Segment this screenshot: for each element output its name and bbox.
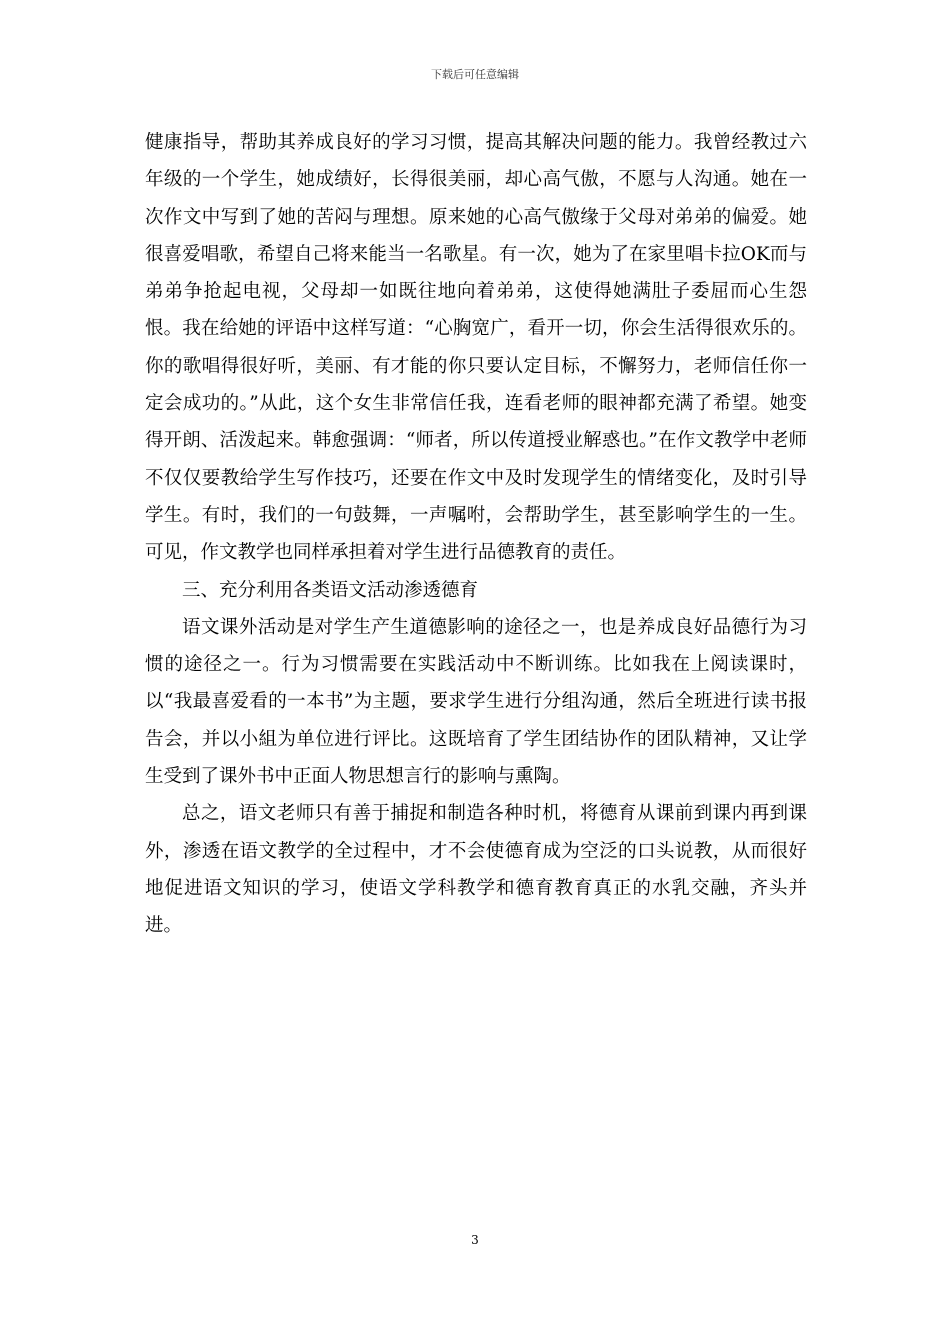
paragraph-continued: 健康指导，帮助其养成良好的学习习惯，提高其解决问题的能力。我曾经教过六年级的一个学生，她成绩好，长得很美丽，却心高气傲，不愿与人沟通。她在一次作文中写到了她的苦闷与理想。原来她的心高气傲缘于父母对弟弟的偏爱。她很喜爱唱歌，希望自己将来能当一名歌星。有一次，她为了在家里唱卡拉OK而与弟弟争抢起电视，父母却一如既往地向着弟弟，这使得她满肚子委屈而心生怨恨。我在给她的评语中这样写道：“心胸宽广，看开一切，你会生活得很欢乐的。你的歌唱得很好听，美丽、有才能的你只要认定目标，不懈努力，老师信任你一定会成功的。”从此，这个女生非常信任我，连看老师的眼神都充满了希望。她变得开朗、活泼起来。韩愈强调：“师者，所以传道授业解惑也。”在作文教学中老师不仅仅要教给学生写作技巧，还要在作文中及时发现学生的情绪变化，及时引导学生。有时，我们的一句鼓舞，一声嘱咐，会帮助学生，甚至影响学生的一生。可见，作文教学也同样承担着对学生进行品德教育的责任。 bbox=[145, 132, 807, 564]
document-body bbox=[145, 124, 807, 945]
paragraph-conclusion: 总之，语文老师只有善于捕捉和制造各种时机，将德育从课前到课内再到课外，渗透在语文教学的全过程中，才不会使德育成为空泛的口头说教，从而很好地促进语文知识的学习，使语文学科教学和德育教育真正的水乳交融，齐头并进。 bbox=[145, 803, 807, 937]
page-header: 下载后可任意编辑 bbox=[431, 68, 519, 81]
page-number: 3 bbox=[471, 1233, 479, 1247]
section-heading: 三、充分利用各类语文活动渗透德育 bbox=[182, 579, 479, 601]
paragraph: 语文课外活动是对学生产生道德影响的途径之一，也是养成良好品德行为习惯的途径之一。行为习惯需要在实践活动中不断训练。比如我在上阅读课时，以“我最喜爱看的一本书”为主题，要求学生进行分组沟通，然后全班进行读书报告会，并以小組为单位进行评比。这既培育了学生团结协作的团队精神，又让学生受到了课外书中正面人物思想言行的影响与熏陶。 bbox=[145, 616, 807, 788]
